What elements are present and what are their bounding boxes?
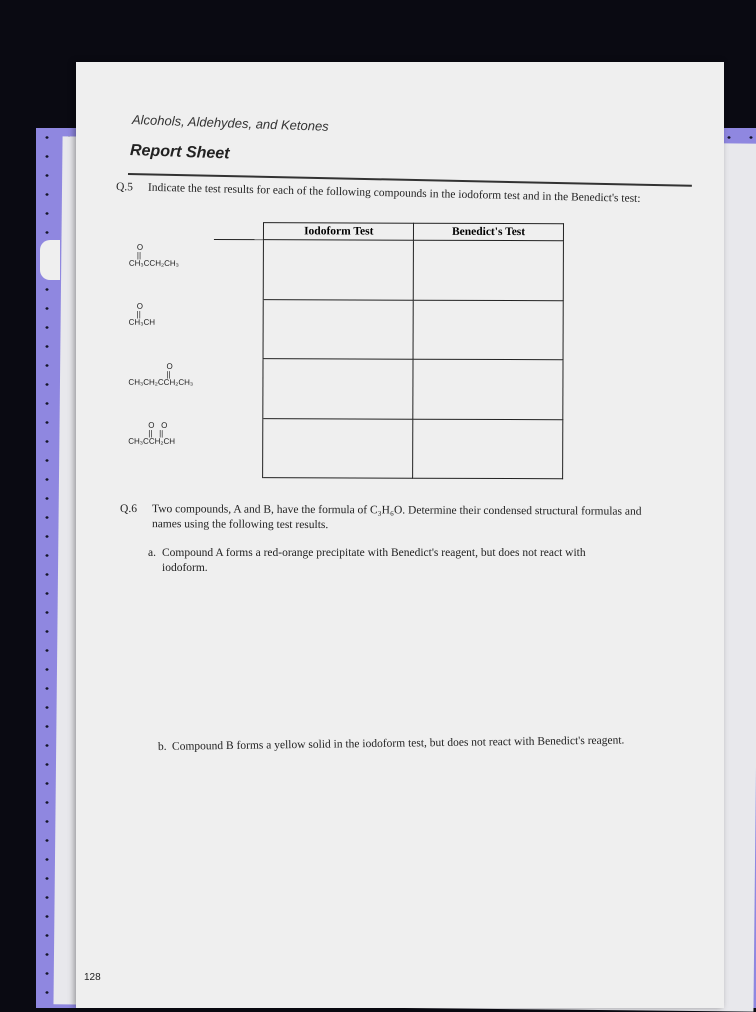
question-6a-label: a.: [148, 547, 156, 559]
question-6b-text: Compound B forms a yellow solid in the iodoform test, but does not react with Benedict's reagent.: [171, 734, 625, 753]
benedicts-answer-cell[interactable]: [413, 240, 563, 300]
question-6: [120, 502, 680, 535]
compound-cell: [128, 239, 264, 299]
benedicts-answer-cell[interactable]: [413, 419, 563, 479]
col-header-iodoform: Iodoform Test: [264, 223, 414, 241]
header-subtitle: Alcohols, Aldehydes, and Ketones: [131, 112, 329, 134]
question-6-text: Two compounds, A and B, have the formula of C₃H₆O. Determine their condensed structural formulas and names using the following test results.: [151, 503, 642, 532]
question-6a: [148, 546, 638, 576]
table-corner: [214, 223, 264, 240]
compound-structure: O || CH₃CH₂CCH₂CH₃: [128, 361, 194, 387]
iodoform-answer-cell[interactable]: [264, 240, 414, 300]
question-6-number: Q.6: [120, 503, 138, 516]
compound-cell: [128, 299, 264, 359]
compound-cell: [128, 418, 263, 478]
question-5-number: Q.5: [115, 181, 134, 194]
compound-structure: O || CH₃CCH₂CH₃: [128, 242, 179, 268]
page-number: 128: [84, 972, 101, 983]
folder-tab: [40, 240, 60, 280]
iodoform-answer-cell[interactable]: [263, 418, 413, 478]
question-6a-text: Compound A forms a red-orange precipitate with Benedict's reagent, but does not react with iodoform.: [162, 547, 586, 574]
col-header-benedicts: Benedict's Test: [414, 223, 564, 241]
page-title: Report Sheet: [129, 142, 230, 163]
compound-structure: O || CH₃CH: [128, 301, 156, 327]
compound-structure: O O || || CH₃CCH₂CH: [128, 420, 176, 446]
benedicts-answer-cell[interactable]: [413, 300, 563, 360]
report-sheet: [76, 62, 724, 1008]
compound-cell: [128, 358, 263, 418]
question-6b-label: b.: [157, 740, 167, 753]
results-table: [128, 222, 564, 479]
question-6b: [158, 733, 638, 755]
question-5-text: Indicate the test results for each of the following compounds in the iodoform test and in the Benedict's test:: [147, 181, 641, 205]
iodoform-answer-cell[interactable]: [263, 359, 413, 419]
benedicts-answer-cell[interactable]: [413, 359, 563, 419]
iodoform-answer-cell[interactable]: [263, 299, 413, 359]
